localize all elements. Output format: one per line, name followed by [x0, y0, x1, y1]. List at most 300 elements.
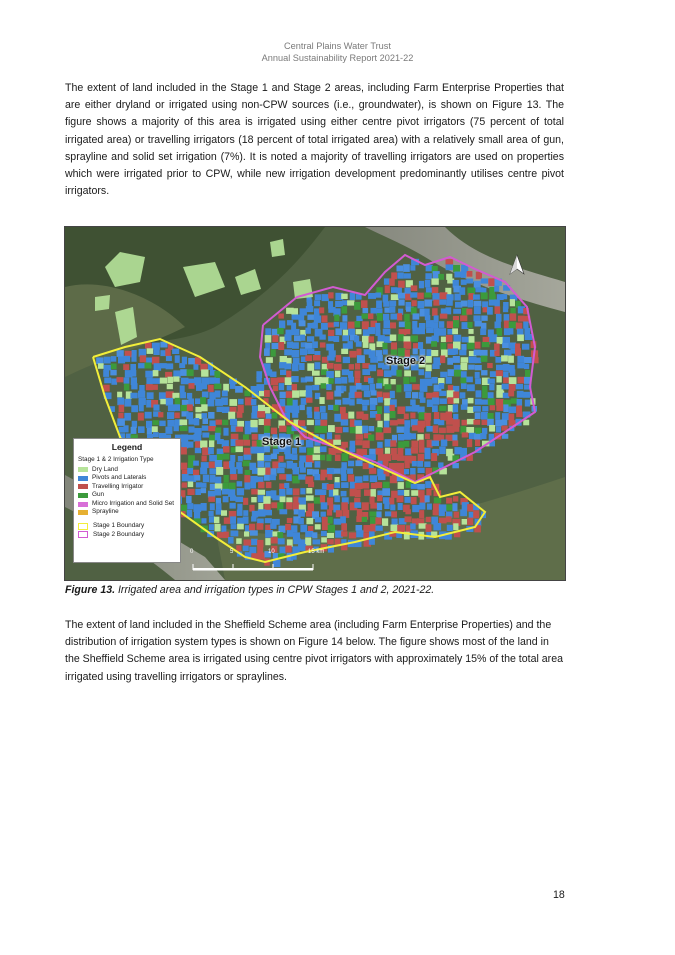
irrigation-parcel — [145, 343, 152, 349]
irrigation-parcel — [287, 530, 293, 537]
irrigation-parcel — [460, 378, 466, 384]
irrigation-parcel — [509, 407, 516, 414]
irrigation-parcel — [384, 384, 391, 389]
irrigation-parcel — [175, 398, 181, 405]
irrigation-parcel — [411, 433, 416, 439]
irrigation-parcel — [419, 523, 427, 528]
legend-subtitle: Stage 1 & 2 Irrigation Type — [78, 456, 154, 463]
legend-item-travelling — [78, 483, 176, 492]
irrigation-parcel — [228, 537, 234, 544]
irrigation-parcel — [452, 503, 457, 511]
irrigation-parcel — [501, 355, 508, 361]
irrigation-parcel — [229, 461, 235, 468]
irrigation-parcel — [369, 426, 375, 431]
irrigation-parcel — [321, 323, 328, 330]
irrigation-parcel — [251, 539, 258, 546]
irrigation-parcel — [467, 384, 475, 391]
irrigation-parcel — [362, 517, 368, 522]
irrigation-parcel — [98, 363, 104, 369]
irrigation-parcel — [333, 405, 338, 411]
irrigation-parcel — [377, 370, 383, 377]
irrigation-parcel — [251, 399, 256, 405]
irrigation-parcel — [377, 495, 382, 501]
irrigation-parcel — [392, 519, 398, 525]
irrigation-parcel — [265, 328, 271, 336]
irrigation-parcel — [404, 461, 409, 468]
irrigation-parcel — [312, 532, 317, 538]
irrigation-parcel — [468, 300, 473, 308]
irrigation-parcel — [172, 393, 179, 399]
irrigation-parcel — [180, 426, 188, 431]
irrigation-parcel — [489, 334, 497, 342]
irrigation-parcel — [305, 462, 312, 467]
irrigation-parcel — [424, 293, 431, 298]
irrigation-parcel — [418, 342, 423, 349]
irrigation-parcel — [404, 441, 410, 447]
irrigation-parcel — [258, 468, 266, 476]
irrigation-parcel — [369, 449, 376, 455]
map-label-stage-2: Stage 2 — [386, 355, 426, 367]
irrigation-parcel — [510, 369, 516, 375]
irrigation-parcel — [223, 532, 229, 538]
irrigation-parcel — [208, 497, 215, 502]
irrigation-parcel — [300, 488, 305, 494]
irrigation-parcel — [131, 355, 136, 362]
irrigation-parcel — [475, 378, 481, 384]
irrigation-parcel — [368, 293, 376, 299]
irrigation-parcel — [391, 369, 397, 376]
irrigation-parcel — [440, 398, 447, 404]
irrigation-parcel — [334, 414, 341, 422]
dryland-patch — [270, 239, 285, 257]
irrigation-parcel — [523, 420, 529, 426]
irrigation-parcel — [355, 440, 362, 445]
irrigation-parcel — [326, 392, 333, 400]
irrigation-parcel — [404, 427, 410, 434]
irrigation-parcel — [209, 468, 216, 474]
irrigation-parcel — [426, 356, 432, 363]
irrigation-parcel — [322, 315, 328, 322]
irrigation-parcel — [215, 477, 221, 485]
irrigation-parcel — [244, 482, 250, 489]
irrigation-parcel — [182, 482, 187, 487]
irrigation-parcel — [124, 425, 129, 432]
irrigation-parcel — [348, 322, 355, 330]
irrigation-parcel — [229, 483, 236, 490]
figure-caption — [65, 584, 434, 596]
irrigation-parcel — [489, 425, 495, 432]
irrigation-parcel — [194, 511, 200, 518]
irrigation-parcel — [439, 510, 445, 516]
irrigation-parcel — [147, 392, 154, 399]
irrigation-parcel — [187, 503, 193, 509]
irrigation-parcel — [377, 442, 383, 448]
irrigation-parcel — [516, 406, 522, 413]
irrigation-parcel — [375, 323, 380, 331]
irrigation-parcel — [509, 384, 516, 391]
irrigation-parcel — [425, 379, 433, 386]
irrigation-parcel — [307, 363, 314, 371]
irrigation-parcel — [284, 349, 292, 355]
irrigation-parcel — [328, 378, 333, 384]
irrigation-parcel — [369, 468, 376, 474]
irrigation-parcel — [440, 314, 448, 319]
irrigation-parcel — [397, 266, 404, 272]
irrigation-parcel — [130, 393, 137, 399]
irrigation-parcel — [320, 455, 325, 461]
irrigation-parcel — [355, 460, 362, 466]
irrigation-parcel — [462, 519, 468, 525]
irrigation-parcel — [315, 377, 322, 385]
irrigation-parcel — [419, 281, 424, 288]
irrigation-parcel — [468, 329, 473, 334]
irrigation-parcel — [187, 442, 193, 448]
irrigation-parcel — [398, 503, 403, 510]
irrigation-parcel — [333, 336, 339, 342]
irrigation-parcel — [333, 489, 338, 496]
irrigation-parcel — [469, 336, 475, 343]
irrigation-parcel — [431, 341, 437, 347]
irrigation-parcel — [368, 378, 374, 384]
irrigation-parcel — [378, 397, 383, 403]
irrigation-parcel — [439, 447, 446, 455]
irrigation-parcel — [452, 328, 458, 334]
irrigation-parcel — [473, 510, 479, 518]
irrigation-parcel — [496, 314, 502, 322]
irrigation-parcel — [431, 350, 438, 356]
irrigation-parcel — [419, 323, 426, 329]
irrigation-parcel — [312, 371, 320, 376]
irrigation-parcel — [370, 475, 378, 482]
irrigation-parcel — [341, 419, 349, 425]
irrigation-parcel — [502, 343, 509, 348]
irrigation-parcel — [194, 475, 200, 481]
irrigation-parcel — [475, 372, 480, 378]
irrigation-parcel — [306, 495, 314, 501]
irrigation-parcel — [440, 372, 447, 378]
irrigation-parcel — [389, 301, 396, 307]
irrigation-parcel — [405, 448, 411, 455]
irrigation-parcel — [453, 348, 459, 354]
irrigation-parcel — [382, 488, 390, 496]
irrigation-parcel — [432, 308, 438, 316]
irrigation-parcel — [404, 469, 409, 474]
irrigation-parcel — [175, 355, 180, 363]
irrigation-parcel — [250, 427, 258, 432]
irrigation-parcel — [314, 316, 321, 323]
irrigation-parcel — [319, 307, 324, 313]
irrigation-parcel — [350, 386, 357, 393]
irrigation-parcel — [495, 322, 501, 329]
irrigation-parcel — [193, 470, 199, 476]
irrigation-parcel — [341, 474, 347, 481]
irrigation-parcel — [390, 411, 396, 418]
irrigation-parcel — [250, 481, 256, 488]
irrigation-parcel — [200, 468, 207, 475]
irrigation-parcel — [453, 342, 461, 350]
irrigation-parcel — [434, 412, 439, 420]
irrigation-parcel — [425, 280, 431, 287]
irrigation-parcel — [308, 503, 314, 511]
irrigation-parcel — [494, 286, 499, 292]
irrigation-parcel — [349, 399, 354, 405]
irrigation-parcel — [279, 474, 286, 480]
irrigation-parcel — [147, 348, 154, 354]
irrigation-parcel — [439, 435, 445, 440]
irrigation-parcel — [487, 363, 493, 368]
irrigation-parcel — [292, 448, 297, 454]
irrigation-parcel — [111, 379, 117, 385]
irrigation-parcel — [405, 392, 411, 398]
irrigation-parcel — [265, 538, 270, 545]
irrigation-parcel — [243, 455, 251, 460]
irrigation-parcel — [404, 414, 409, 420]
irrigation-parcel — [411, 285, 418, 291]
irrigation-parcel — [327, 533, 334, 538]
irrigation-parcel — [202, 426, 209, 431]
irrigation-parcel — [480, 433, 486, 439]
irrigation-parcel — [321, 537, 327, 542]
irrigation-parcel — [459, 350, 466, 356]
irrigation-parcel — [266, 482, 272, 488]
irrigation-parcel — [231, 524, 237, 529]
irrigation-parcel — [467, 407, 473, 413]
irrigation-parcel — [411, 490, 419, 496]
irrigation-parcel — [193, 504, 201, 512]
irrigation-parcel — [411, 447, 418, 454]
irrigation-parcel — [357, 349, 362, 356]
irrigation-parcel — [453, 523, 458, 530]
irrigation-parcel — [321, 413, 328, 420]
irrigation-parcel — [291, 308, 298, 315]
irrigation-parcel — [368, 435, 374, 441]
map-legend — [73, 438, 181, 563]
irrigation-parcel — [305, 328, 311, 334]
scale-tick-10: 10 — [268, 549, 275, 555]
irrigation-parcel — [103, 385, 110, 392]
irrigation-parcel — [503, 364, 510, 371]
running-header — [0, 40, 675, 64]
irrigation-parcel — [383, 329, 391, 335]
irrigation-parcel — [271, 428, 277, 435]
irrigation-parcel — [390, 440, 396, 446]
irrigation-parcel — [243, 460, 251, 466]
irrigation-parcel — [411, 441, 418, 448]
irrigation-parcel — [327, 432, 332, 439]
irrigation-parcel — [138, 426, 145, 433]
irrigation-parcel — [270, 523, 276, 529]
irrigation-parcel — [357, 399, 363, 405]
irrigation-parcel — [426, 524, 432, 532]
irrigation-parcel — [376, 414, 381, 420]
irrigation-parcel — [356, 434, 364, 440]
irrigation-parcel — [503, 337, 510, 344]
irrigation-parcel — [460, 315, 467, 321]
irrigation-parcel — [277, 328, 284, 334]
irrigation-parcel — [462, 399, 468, 405]
irrigation-parcel — [410, 265, 415, 270]
irrigation-parcel — [362, 406, 367, 411]
irrigation-parcel — [398, 299, 404, 305]
irrigation-parcel — [523, 392, 530, 398]
irrigation-parcel — [174, 413, 179, 419]
irrigation-parcel — [446, 377, 452, 384]
irrigation-parcel — [111, 364, 117, 370]
irrigation-parcel — [201, 488, 206, 493]
irrigation-parcel — [425, 273, 432, 279]
irrigation-parcel — [341, 349, 348, 354]
irrigation-parcel — [432, 441, 439, 447]
irrigation-parcel — [462, 432, 469, 437]
irrigation-parcel — [411, 497, 417, 504]
irrigation-parcel — [333, 440, 341, 445]
irrigation-parcel — [152, 378, 160, 384]
irrigation-parcel — [425, 419, 430, 426]
irrigation-parcel — [258, 482, 264, 489]
irrigation-parcel — [328, 336, 334, 341]
irrigation-parcel — [186, 496, 192, 503]
irrigation-parcel — [433, 523, 441, 530]
irrigation-parcel — [467, 504, 474, 511]
irrigation-parcel — [315, 294, 322, 300]
irrigation-parcel — [515, 343, 520, 348]
irrigation-parcel — [356, 383, 362, 390]
irrigation-parcel — [117, 418, 125, 426]
irrigation-parcel — [292, 390, 299, 397]
irrigation-parcel — [299, 461, 304, 468]
irrigation-parcel — [397, 313, 402, 320]
irrigation-parcel — [453, 309, 461, 314]
irrigation-parcel — [517, 391, 524, 398]
irrigation-parcel — [243, 546, 249, 552]
irrigation-parcel — [404, 342, 412, 349]
irrigation-parcel — [377, 406, 382, 414]
irrigation-parcel — [482, 391, 488, 399]
irrigation-parcel — [327, 474, 332, 480]
irrigation-parcel — [411, 484, 418, 489]
scale-tick-15km: 15 km — [308, 549, 325, 555]
irrigation-parcel — [221, 397, 228, 405]
irrigation-parcel — [277, 468, 285, 473]
irrigation-parcel — [327, 484, 334, 490]
irrigation-parcel — [447, 525, 453, 531]
irrigation-parcel — [265, 468, 271, 476]
irrigation-parcel — [131, 383, 137, 389]
irrigation-parcel — [270, 372, 276, 378]
irrigation-parcel — [384, 320, 391, 328]
irrigation-parcel — [516, 323, 523, 330]
irrigation-parcel — [243, 498, 248, 505]
irrigation-parcel — [306, 306, 314, 312]
irrigation-parcel — [327, 498, 333, 506]
legend-swatch — [78, 531, 88, 538]
irrigation-parcel — [362, 369, 370, 375]
irrigation-parcel — [314, 300, 320, 306]
irrigation-parcel — [417, 329, 425, 334]
irrigation-parcel — [221, 526, 226, 533]
irrigation-parcel — [292, 350, 300, 357]
irrigation-parcel — [117, 392, 122, 398]
irrigation-parcel — [189, 426, 195, 432]
irrigation-parcel — [266, 357, 273, 363]
irrigation-parcel — [286, 497, 292, 502]
irrigation-parcel — [348, 474, 354, 482]
irrigation-parcel — [385, 285, 390, 293]
irrigation-parcel — [341, 468, 347, 475]
irrigation-parcel — [167, 412, 174, 419]
irrigation-parcel — [426, 517, 431, 522]
irrigation-parcel — [117, 398, 124, 406]
irrigation-parcel — [146, 400, 152, 408]
irrigation-parcel — [179, 363, 185, 368]
irrigation-parcel — [460, 392, 466, 398]
irrigation-parcel — [439, 518, 447, 524]
irrigation-parcel — [404, 273, 411, 278]
irrigation-parcel — [159, 421, 165, 427]
irrigation-parcel — [503, 306, 508, 312]
irrigation-parcel — [208, 412, 214, 419]
irrigation-parcel — [461, 383, 467, 389]
irrigation-parcel — [475, 440, 480, 447]
irrigation-parcel — [440, 292, 448, 299]
irrigation-parcel — [348, 377, 354, 383]
irrigation-parcel — [147, 428, 152, 435]
irrigation-parcel — [384, 454, 391, 461]
irrigation-parcel — [230, 516, 236, 524]
irrigation-parcel — [454, 294, 460, 301]
irrigation-parcel — [355, 321, 360, 328]
irrigation-parcel — [425, 495, 430, 502]
irrigation-parcel — [152, 343, 160, 350]
irrigation-parcel — [305, 531, 313, 537]
irrigation-parcel — [299, 544, 306, 551]
irrigation-parcel — [343, 427, 349, 432]
irrigation-parcel — [417, 293, 424, 300]
irrigation-parcel — [376, 448, 384, 454]
irrigation-parcel — [278, 463, 286, 468]
irrigation-parcel — [201, 404, 207, 411]
irrigation-parcel — [201, 462, 209, 468]
irrigation-parcel — [280, 392, 286, 398]
irrigation-parcel — [377, 355, 383, 361]
irrigation-parcel — [349, 364, 354, 370]
irrigation-parcel — [278, 342, 284, 350]
irrigation-parcel — [503, 404, 508, 412]
irrigation-parcel — [525, 334, 533, 340]
irrigation-parcel — [397, 456, 405, 461]
irrigation-parcel — [425, 434, 430, 440]
irrigation-parcel — [286, 488, 292, 495]
irrigation-parcel — [123, 364, 129, 370]
irrigation-parcel — [285, 334, 292, 341]
irrigation-parcel — [258, 509, 266, 516]
irrigation-parcel — [257, 519, 264, 524]
scale-tick-0: 0 — [190, 549, 194, 555]
irrigation-parcel — [375, 293, 381, 298]
irrigation-parcel — [228, 412, 235, 420]
irrigation-parcel — [446, 335, 453, 342]
irrigation-parcel — [343, 357, 350, 363]
irrigation-parcel — [384, 421, 389, 429]
irrigation-parcel — [508, 328, 513, 334]
irrigation-parcel — [525, 370, 530, 378]
irrigation-parcel — [285, 546, 291, 553]
irrigation-parcel — [446, 264, 454, 270]
irrigation-parcel — [481, 370, 487, 375]
irrigation-parcel — [334, 519, 341, 525]
irrigation-parcel — [153, 432, 159, 437]
irrigation-parcel — [256, 377, 261, 382]
